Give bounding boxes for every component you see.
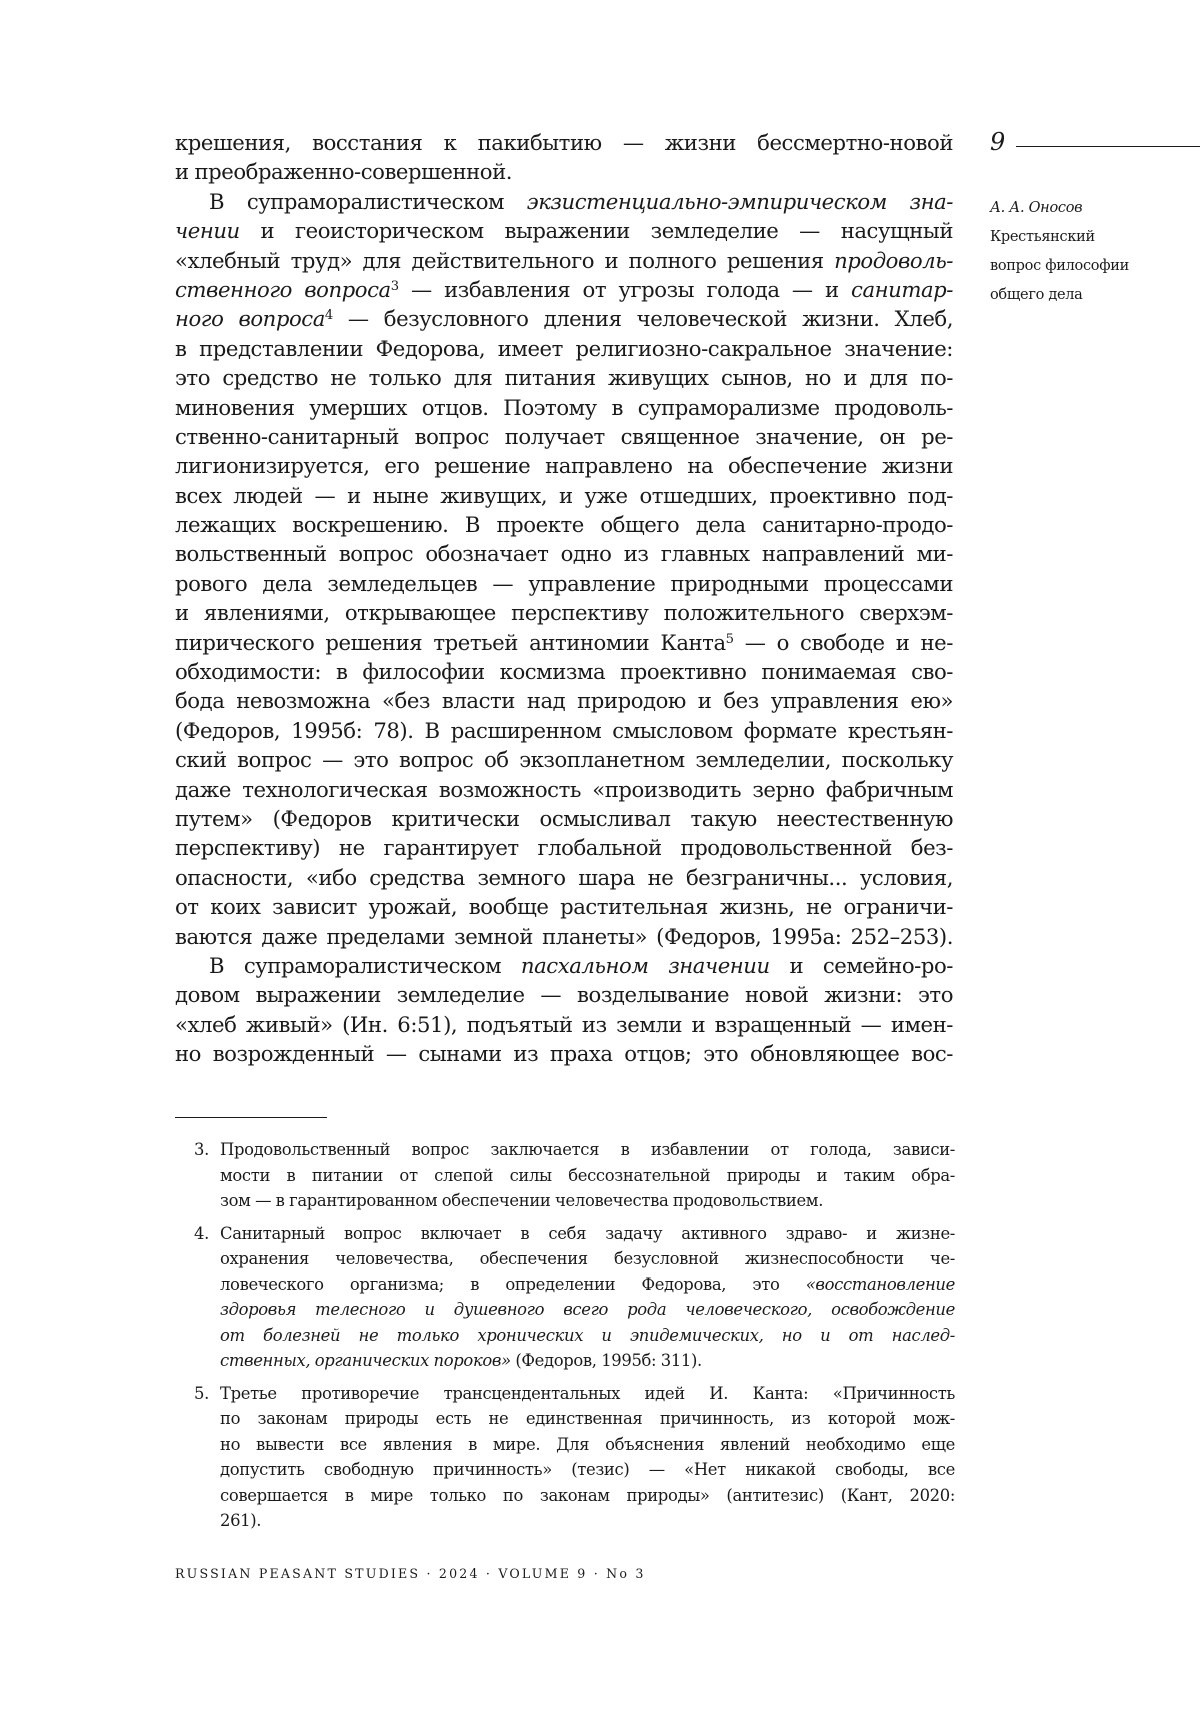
footnote-number: 3. <box>194 1140 209 1159</box>
paragraph-1 <box>175 128 953 187</box>
italic-quote: от болезней не только хронических и эпидемических, но и от наслед- <box>220 1325 955 1345</box>
text-line: ственного вопроса$^3$ — избавления от угрозы голода — и санитар- <box>175 276 953 302</box>
text-line: довом выражении земледелие — возделывание новой жизни: это <box>175 982 953 1008</box>
footnote-ref-3[interactable]: 3 <box>390 278 399 294</box>
text-line: (Федоров, 1995б: 78). В расширенном смысловом формате крестьян- <box>175 717 953 743</box>
text-line: бода невозможна «без власти над природою и без управления ею» <box>175 688 953 714</box>
text-line: пирического решения третьей антиномии Канта$^5$ — о свободе и не- <box>175 629 953 655</box>
text-line: от коих зависит урожай, вообще растительная жизнь, не ограничи- <box>175 894 953 920</box>
italic-term: ного вопроса <box>175 306 325 332</box>
text-line: это средство не только для питания живущих сынов, но и для по- <box>175 365 953 391</box>
footnote-line <box>220 1297 955 1323</box>
italic-term: чении <box>175 218 240 244</box>
text-line: миновения умерших отцов. Поэтому в супраморализме продоволь- <box>175 394 953 420</box>
text-line: ский вопрос — это вопрос об экзопланетном земледелии, поскольку <box>175 747 953 773</box>
footnote-line: 261). <box>220 1511 262 1530</box>
footnote-3 <box>194 1137 955 1214</box>
footnote-line: зом — в гарантированном обеспечении человечества продовольствием. <box>220 1191 824 1210</box>
italic-quote: ственных, органических пороков» <box>220 1351 511 1370</box>
footnote-line: но вывести все явления в мире. Для объяснения явлений необходимо еще <box>220 1434 955 1454</box>
footnote-line: Продовольственный вопрос заключается в избавлении от голода, зависи- <box>220 1140 955 1159</box>
italic-term: продоволь- <box>834 247 953 273</box>
paragraph-2 <box>175 187 953 951</box>
footnotes <box>194 1137 955 1541</box>
text-line: лежащих воскрешению. В проекте общего дела санитарно-продо- <box>175 512 953 538</box>
text-line: ного вопроса$^4$ — безусловного дления человеческой жизни. Хлеб, <box>175 306 953 332</box>
text-line: крешения, восстания к пакибытию — жизни бессмертно-новой <box>175 130 953 155</box>
footnote-line: ственных, органических пороков» (Федоров, 1995б: 311). <box>220 1351 702 1370</box>
text-line: лигионизируется, его решение направлено на обеспечение жизни <box>175 453 953 479</box>
footnote-ref-5[interactable]: 5 <box>725 631 734 647</box>
footnote-line: допустить свободную причинность» (тезис) — «Нет никакой свободы, все <box>220 1460 955 1479</box>
footnote-number: 5. <box>194 1383 209 1403</box>
text-line: чении и геоисторическом выражении земледелие — насущный <box>175 218 953 244</box>
text-line: даже технологическая возможность «производить зерно фабричным <box>175 776 953 802</box>
footnote-4 <box>194 1221 955 1374</box>
text-line: и явлениями, открывающее перспективу положительного сверхэм- <box>175 600 953 626</box>
text-line: «хлеб живый» (Ин. 6:51), подъятый из земли и взращенный — имен- <box>175 1011 953 1037</box>
footnote-5 <box>194 1381 955 1534</box>
footnote-line: Санитарный вопрос включает в себя задачу активного здраво- и жизне- <box>220 1223 955 1243</box>
italic-quote: «восстановление <box>805 1274 955 1294</box>
journal-footer: RUSSIAN PEASANT STUDIES · 2024 · VOLUME 9 · No 3 <box>175 1566 646 1581</box>
italic-term: пасхальном значении <box>520 952 770 978</box>
text-line: ственно-санитарный вопрос получает священное значение, он ре- <box>175 423 953 449</box>
page-number: 9 <box>990 128 1006 156</box>
text-line: В супраморалистическом экзистенциально-эмпирическом зна- <box>209 188 954 214</box>
text-line: обходимости: в философии космизма проективно понимаемая сво- <box>175 659 953 685</box>
italic-term: экзистенциально-эмпирическом зна- <box>526 188 954 214</box>
running-head-title-line: вопрос философии <box>990 258 1129 274</box>
text-line: «хлебный труд» для действительного и полного решения продоволь- <box>175 247 953 273</box>
text-line: В супраморалистическом пасхальном значении и семейно-ро- <box>209 952 953 978</box>
text-line: перспективу) не гарантирует глобальной продовольственной без- <box>175 835 953 861</box>
paragraph-3 <box>175 951 953 1069</box>
text-line: но возрожденный — сынами из праха отцов; это обновляющее вос- <box>175 1041 953 1067</box>
page-number-rule <box>1016 146 1200 147</box>
running-head-title-line: Крестьянский <box>990 229 1095 245</box>
footnote-line: мости в питании от слепой силы бессознательной природы и таким обра- <box>220 1165 955 1185</box>
text-line: опасности, «ибо средства земного шара не безграничны... условия, <box>175 864 953 890</box>
text-line: всех людей — и ныне живущих, и уже отшедших, проективно под- <box>175 482 953 508</box>
footnote-line: по законам природы есть не единственная причинность, из которой мож- <box>220 1409 955 1428</box>
italic-term: ственного вопроса <box>175 276 391 302</box>
footnote-number: 4. <box>194 1223 209 1243</box>
text-line: ваются даже пределами земной планеты» (Федоров, 1995а: 252–253). <box>175 923 953 949</box>
footnote-line: охранения человечества, обеспечения безусловной жизнеспособности че- <box>220 1249 955 1268</box>
footnote-line: Третье противоречие трансцендентальных идей И. Канта: «Причинность <box>220 1383 955 1403</box>
text-line: вольственный вопрос обозначает одно из главных направлений ми- <box>175 541 953 567</box>
text-line: рового дела земледельцев — управление природными процессами <box>175 570 953 596</box>
footnote-line <box>220 1323 955 1349</box>
footnote-line: совершается в мире только по законам природы» (антитезис) (Кант, 2020: <box>220 1485 955 1505</box>
running-head <box>990 194 1200 310</box>
footnote-separator <box>175 1117 327 1118</box>
text-line: путем» (Федоров критически осмысливал такую неестественную <box>175 805 953 831</box>
text-line: в представлении Федорова, имеет религиозно-сакральное значение: <box>175 335 953 361</box>
footnote-line: ловеческого организма; в определении Федорова, это «восстановление <box>220 1274 955 1294</box>
running-head-author: А. А. Оносов <box>990 200 1083 216</box>
main-text <box>175 128 953 1069</box>
italic-quote: здоровья телесного и душевного всего рода человеческого, освобождение <box>220 1300 955 1319</box>
italic-term: санитар- <box>851 276 953 302</box>
running-head-title-line: общего дела <box>990 287 1083 303</box>
text-line: и преображенно-совершенной. <box>175 159 513 185</box>
footnote-ref-4[interactable]: 4 <box>324 308 333 324</box>
